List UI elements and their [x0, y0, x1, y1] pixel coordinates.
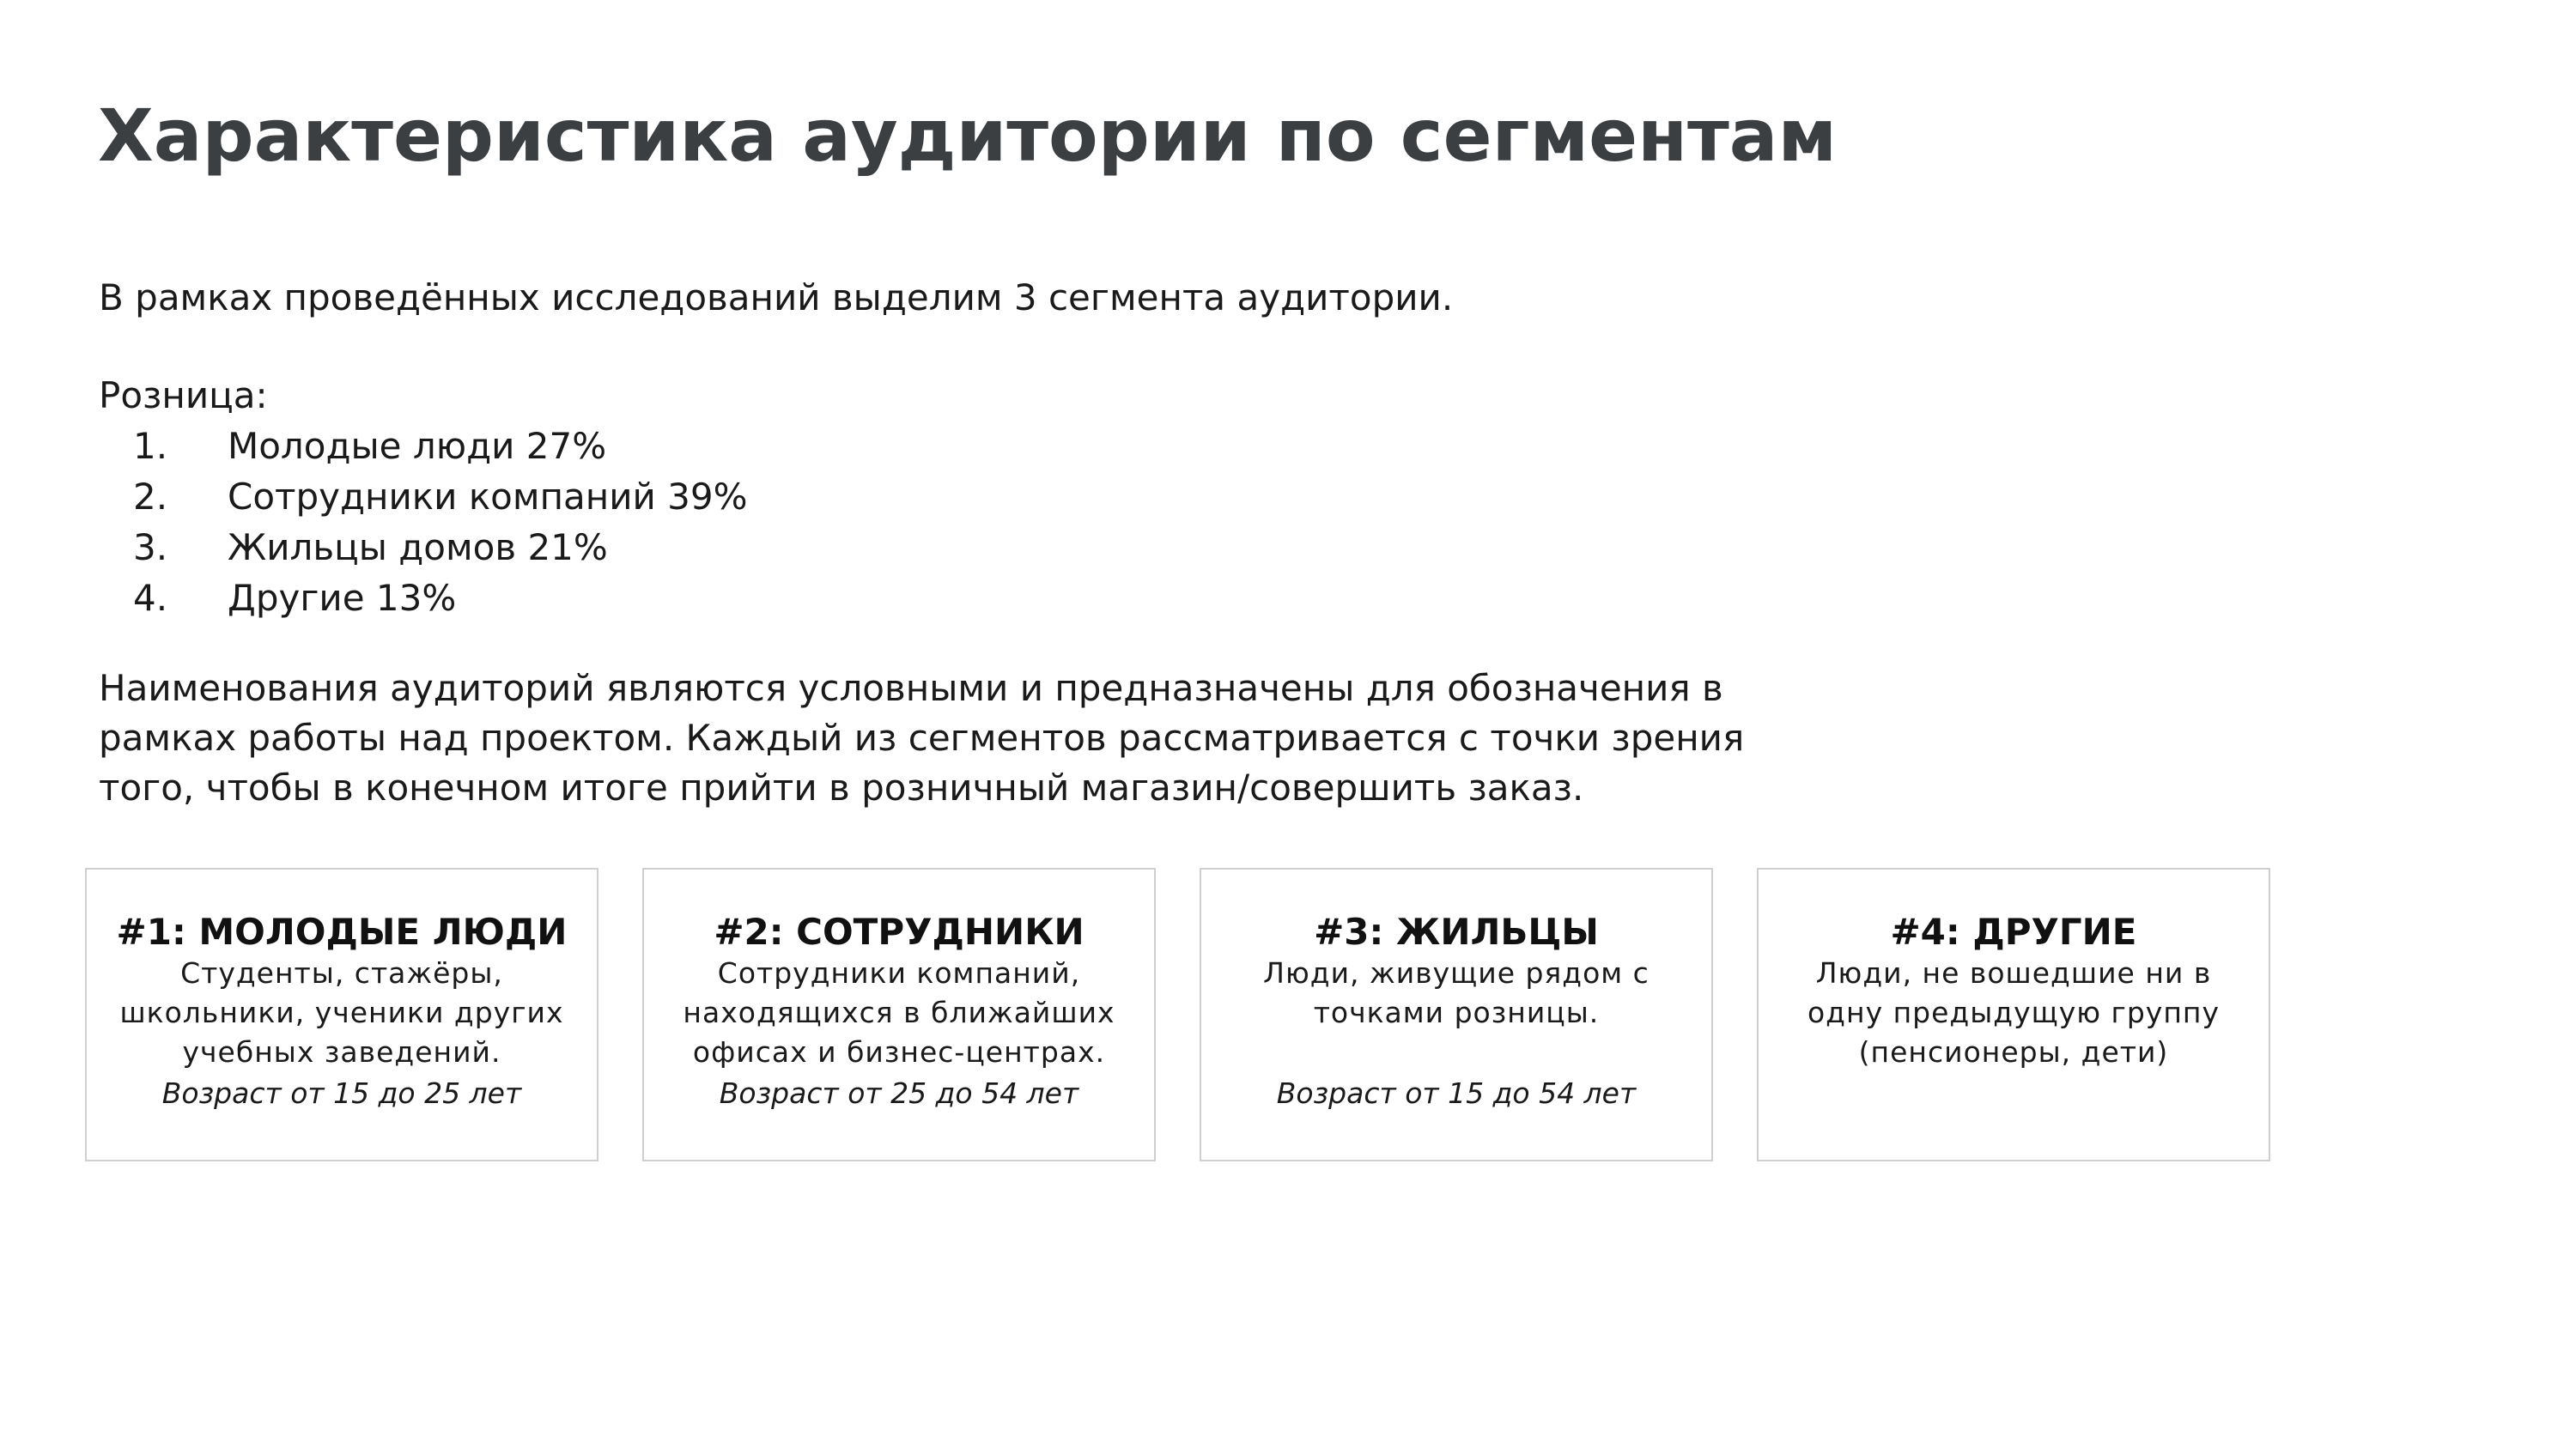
- card-description-line: Студенты, стажёры,: [180, 956, 503, 990]
- card-age: Возраст от 25 до 54 лет: [719, 1076, 1079, 1110]
- segment-card-employees: [642, 868, 1156, 1161]
- list-item-label: Молодые люди 27%: [228, 425, 607, 467]
- card-description-line: Люди, живущие рядом с: [1263, 956, 1649, 990]
- card-description-line: находящихся в ближайших: [683, 996, 1115, 1029]
- card-title: #1: МОЛОДЫЕ ЛЮДИ: [116, 911, 568, 953]
- card-description-line: (пенсионеры, дети): [1858, 1035, 2169, 1069]
- list-item-number: 1.: [133, 425, 168, 467]
- page-title: Характеристика аудитории по сегментам: [98, 94, 1838, 178]
- card-description-line: точками розницы.: [1313, 996, 1600, 1029]
- intro-text: В рамках проведённых исследований выделим 3 сегмента аудитории.: [99, 276, 1454, 318]
- list-item-number: 2.: [133, 476, 168, 518]
- card-description: [1759, 954, 2269, 1072]
- card-description-line: Сотрудники компаний,: [717, 956, 1081, 990]
- list-item-label: Жильцы домов 21%: [228, 526, 608, 568]
- list-item-number: 3.: [133, 526, 168, 568]
- note-line: рамках работы над проектом. Каждый из сегментов рассматривается с точки зрения: [99, 717, 1745, 759]
- note-line: того, чтобы в конечном итоге прийти в розничный магазин/совершить заказ.: [99, 767, 1584, 809]
- card-description-line: учебных заведений.: [182, 1035, 501, 1069]
- card-description: [644, 954, 1154, 1072]
- segment-card-young: [85, 868, 598, 1161]
- card-age: Возраст от 15 до 25 лет: [161, 1076, 522, 1110]
- note-paragraph: [99, 664, 1773, 813]
- segment-cards: [85, 868, 2270, 1161]
- segment-card-others: [1757, 868, 2270, 1161]
- card-description: [87, 954, 597, 1072]
- card-description: [1201, 954, 1711, 1033]
- list-heading: Розница:: [99, 374, 268, 416]
- card-description-line: школьники, ученики других: [119, 996, 564, 1029]
- card-title: #4: ДРУГИЕ: [1890, 911, 2137, 953]
- list-item-label: Другие 13%: [228, 577, 457, 619]
- segment-card-residents: [1200, 868, 1713, 1161]
- card-title: #2: СОТРУДНИКИ: [714, 911, 1084, 953]
- list-item-label: Сотрудники компаний 39%: [228, 476, 748, 518]
- card-description-line: Люди, не вошедшие ни в: [1815, 956, 2212, 990]
- card-title: #3: ЖИЛЬЦЫ: [1314, 911, 1599, 953]
- list-item-number: 4.: [133, 577, 168, 619]
- card-age: Возраст от 15 до 54 лет: [1276, 1076, 1637, 1110]
- note-line: Наименования аудиторий являются условными и предназначены для обозначения в: [99, 667, 1723, 709]
- card-description-line: офисах и бизнес-центрах.: [692, 1035, 1106, 1069]
- card-description-line: одну предыдущую группу: [1807, 996, 2221, 1029]
